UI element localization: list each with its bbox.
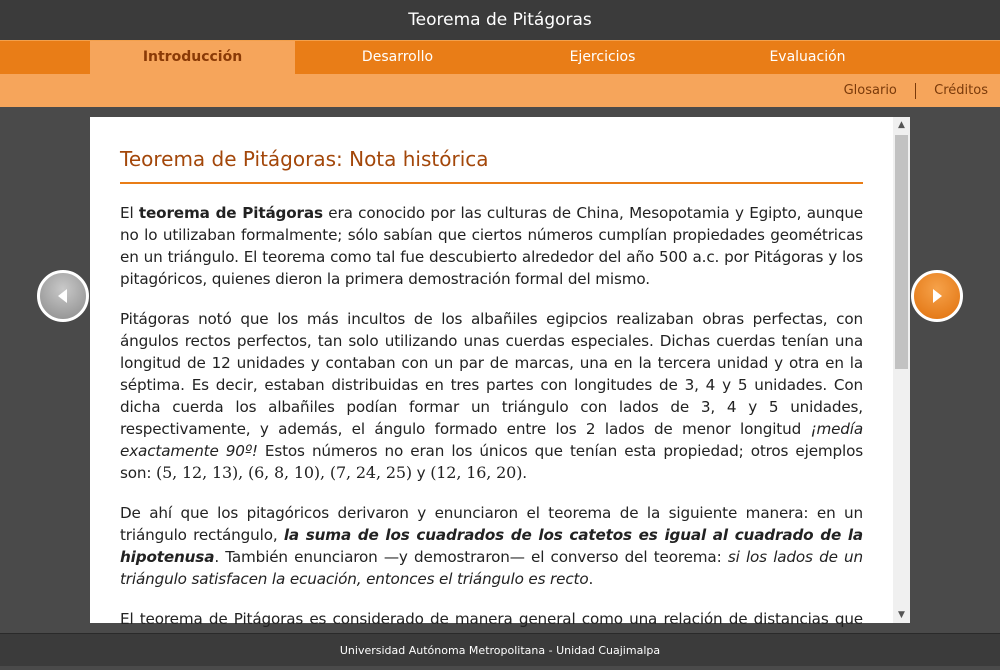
bold-italic-text: la suma de los cuadrados de los catetos es igual al cuadrado de la hipotenusa — [120, 526, 863, 566]
italic-text: ¡medía exactamente 90º! — [120, 420, 863, 460]
text: El teorema de Pitágoras es considerado de manera general como una relación de distancias que — [120, 610, 863, 628]
tab-desarrollo[interactable]: Desarrollo — [361, 49, 434, 65]
main-nav — [0, 40, 1000, 74]
math-triple: (12, 16, 20) — [430, 463, 523, 482]
bold-text: teorema de Pitágoras — [138, 204, 323, 222]
text: Estos números no eran los únicos que tenían esta propiedad; otros ejemplos son: — [120, 442, 864, 482]
nav-divider — [915, 83, 916, 99]
page-title: Teorema de Pitágoras: Nota histórica — [120, 147, 863, 184]
nav-spacer — [0, 41, 90, 74]
footer — [0, 633, 1000, 666]
italic-text: si los lados de un triángulo satisfacen la ecuación, entonces el triángulo es recto — [120, 548, 864, 588]
tab-ejercicios[interactable]: Ejercicios — [569, 49, 636, 65]
math-triples: (5, 12, 13), (6, 8, 10), (7, 24, 25) — [156, 463, 412, 482]
arrow-left-icon — [53, 286, 73, 306]
article — [120, 147, 863, 670]
glossary-link[interactable]: Glosario — [843, 83, 897, 98]
arrow-right-icon — [927, 286, 947, 306]
app-title-bar — [0, 0, 1000, 40]
text: Pitágoras notó que los más incultos de los albañiles egipcios realizaban obras perfectas, con ángulos rectos perfectos, tan solo utilizando unas cuerdas especiales. Dichas cuerdas tenían una longitud de 12 unidades y contaban con un par de marcas, una en la tercera unidad y otra en la séptima. Es decir, estaban distribuidas en tres partes con longitudes de 3, 4 y 5 unidades. Con dicha cuerda los albañiles podían formar un triángulo con lados de 3, 4 y 5 unidades, respectivamente, y además, el ángulo formado entre los 2 lados de menor longitud — [120, 310, 863, 438]
text: . — [588, 570, 594, 588]
app-title: Teorema de Pitágoras — [408, 10, 592, 30]
secondary-nav — [0, 74, 1000, 107]
next-page-button[interactable] — [911, 270, 963, 322]
footer-text: Universidad Autónoma Metropolitana - Unidad Cuajimalpa — [339, 644, 661, 657]
text: De ahí que los pitagóricos derivaron y enunciaron el teorema de la siguiente manera: en un triángulo rectángulo, — [120, 504, 863, 544]
scroll-down-icon[interactable]: ▼ — [898, 610, 905, 620]
scroll-thumb[interactable] — [895, 135, 908, 369]
paragraph-3 — [120, 502, 863, 590]
text: . También enunciaron —y demostraron— el converso del teorema: — [214, 548, 728, 566]
credits-link[interactable]: Créditos — [934, 83, 988, 98]
text: El — [120, 204, 139, 222]
content-scrollbar[interactable] — [893, 117, 910, 623]
tab-evaluacion[interactable]: Evaluación — [769, 49, 846, 65]
text: . — [522, 464, 527, 482]
paragraph-2 — [120, 308, 863, 484]
text: y — [411, 464, 431, 482]
content-panel — [90, 117, 910, 628]
scroll-up-icon[interactable]: ▲ — [898, 120, 905, 130]
paragraph-1 — [120, 202, 863, 290]
text: era conocido por las culturas de China, Mesopotamia y Egipto, aunque no lo utilizaban formalmente; sólo sabían que ciertos números cumplían propiedades geométricas en un triángulo. El teorema como tal fue descubierto alrededor del año 500 a.c. por Pitágoras y los pitagóricos, quienes dieron la primera demostración formal del mismo. — [120, 204, 863, 288]
previous-page-button[interactable] — [37, 270, 89, 322]
tab-introduccion[interactable]: Introducción — [90, 41, 295, 74]
